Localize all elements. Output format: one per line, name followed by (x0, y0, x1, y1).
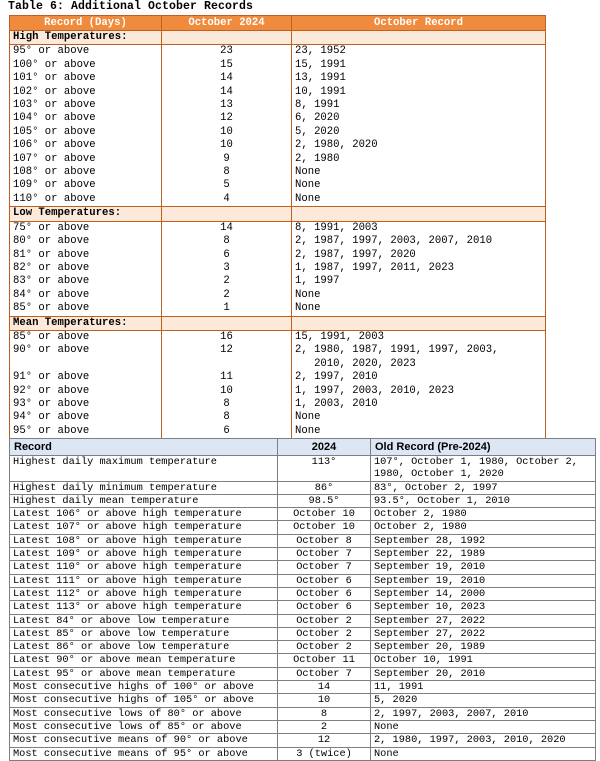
table-caption: Table 6: Additional October Records (8, 0, 254, 13)
count-2024-cell: 12 (162, 344, 292, 371)
old-record-cell: September 10, 2023 (371, 601, 596, 614)
threshold-cell: 106° or above (10, 139, 162, 152)
old-record-cell: September 19, 2010 (371, 574, 596, 587)
value-2024-cell: 14 (278, 681, 371, 694)
table-row (10, 521, 596, 534)
table-row (10, 425, 546, 439)
record-cell: 6, 2020 (292, 112, 546, 125)
count-2024-cell: 6 (162, 249, 292, 262)
threshold-cell: 91° or above (10, 371, 162, 384)
table-row (10, 302, 546, 316)
column-header: Old Record (Pre-2024) (371, 439, 596, 456)
old-record-cell: September 28, 1992 (371, 534, 596, 547)
threshold-cell: 75° or above (10, 221, 162, 235)
count-2024-cell: 14 (162, 72, 292, 85)
table-row (10, 249, 546, 262)
table-row (10, 166, 546, 179)
table-row (10, 747, 596, 760)
count-2024-cell: 4 (162, 193, 292, 207)
count-2024-cell: 13 (162, 99, 292, 112)
record-name-cell: Latest 107° or above high temperature (10, 521, 278, 534)
count-2024-cell: 8 (162, 235, 292, 248)
value-2024-cell: October 11 (278, 654, 371, 667)
threshold-cell: 105° or above (10, 126, 162, 139)
count-2024-cell: 16 (162, 330, 292, 344)
table-row (10, 411, 546, 424)
record-name-cell: Latest 111° or above high temperature (10, 574, 278, 587)
table-row (10, 627, 596, 640)
record-name-cell: Latest 113° or above high temperature (10, 601, 278, 614)
value-2024-cell: 113° (278, 456, 371, 482)
table-row (10, 275, 546, 288)
record-cell: 1, 1997 (292, 275, 546, 288)
value-2024-cell: 98.5° (278, 494, 371, 507)
table-row (10, 371, 546, 384)
value-2024-cell: 12 (278, 734, 371, 747)
record-name-cell: Latest 109° or above high temperature (10, 548, 278, 561)
count-2024-cell: 8 (162, 166, 292, 179)
table-row (10, 587, 596, 600)
record-name-cell: Most consecutive means of 90° or above (10, 734, 278, 747)
table-row (10, 734, 596, 747)
record-cell: None (292, 302, 546, 316)
record-cell: 10, 1991 (292, 86, 546, 99)
threshold-cell: 95° or above (10, 45, 162, 59)
section-spacer (162, 31, 292, 45)
old-record-cell: September 22, 1989 (371, 548, 596, 561)
value-2024-cell: October 7 (278, 667, 371, 680)
record-cell: None (292, 289, 546, 302)
record-name-cell: Most consecutive means of 95° or above (10, 747, 278, 760)
record-name-cell: Latest 84° or above low temperature (10, 614, 278, 627)
record-cell: 1, 1997, 2003, 2010, 2023 (292, 385, 546, 398)
value-2024-cell: 86° (278, 481, 371, 494)
table-row (10, 99, 546, 112)
old-record-cell: 11, 1991 (371, 681, 596, 694)
record-cell: 5, 2020 (292, 126, 546, 139)
count-2024-cell: 10 (162, 126, 292, 139)
count-2024-cell: 14 (162, 86, 292, 99)
threshold-cell: 94° or above (10, 411, 162, 424)
old-record-cell: September 14, 2000 (371, 587, 596, 600)
table-row (10, 694, 596, 707)
table-row (10, 534, 596, 547)
table-row (10, 235, 546, 248)
record-name-cell: Latest 108° or above high temperature (10, 534, 278, 547)
table-row (10, 654, 596, 667)
record-cell: None (292, 166, 546, 179)
table-row (10, 72, 546, 85)
threshold-cell: 85° or above (10, 330, 162, 344)
threshold-cell: 84° or above (10, 289, 162, 302)
threshold-cell: 103° or above (10, 99, 162, 112)
count-2024-cell: 2 (162, 289, 292, 302)
table-row (10, 330, 546, 344)
record-name-cell: Most consecutive highs of 100° or above (10, 681, 278, 694)
table-row (10, 179, 546, 192)
record-cell: None (292, 179, 546, 192)
old-record-cell: 107°, October 1, 1980, October 2, 1980, October 1, 2020 (371, 456, 596, 482)
threshold-cell: 110° or above (10, 193, 162, 207)
count-2024-cell: 14 (162, 221, 292, 235)
record-name-cell: Most consecutive highs of 105° or above (10, 694, 278, 707)
record-cell: None (292, 411, 546, 424)
count-2024-cell: 9 (162, 153, 292, 166)
record-cell: 8, 1991 (292, 99, 546, 112)
record-cell: 15, 1991 (292, 59, 546, 72)
table-row (10, 126, 546, 139)
record-cell: None (292, 193, 546, 207)
table-row (10, 601, 596, 614)
october-records-table (9, 15, 546, 439)
record-cell: 23, 1952 (292, 45, 546, 59)
threshold-cell: 80° or above (10, 235, 162, 248)
table-row (10, 193, 546, 207)
value-2024-cell: 3 (twice) (278, 747, 371, 760)
record-comparison-table (9, 438, 596, 761)
table-row (10, 641, 596, 654)
table-row (10, 481, 596, 494)
value-2024-cell: October 10 (278, 508, 371, 521)
value-2024-cell: October 2 (278, 627, 371, 640)
threshold-cell: 104° or above (10, 112, 162, 125)
record-name-cell: Latest 112° or above high temperature (10, 587, 278, 600)
section-title: High Temperatures: (10, 31, 162, 45)
table-row (10, 221, 546, 235)
threshold-cell: 93° or above (10, 398, 162, 411)
record-name-cell: Latest 106° or above high temperature (10, 508, 278, 521)
old-record-cell: October 2, 1980 (371, 508, 596, 521)
record-name-cell: Highest daily maximum temperature (10, 456, 278, 482)
count-2024-cell: 1 (162, 302, 292, 316)
count-2024-cell: 10 (162, 139, 292, 152)
threshold-cell: 108° or above (10, 166, 162, 179)
section-header-row (10, 207, 546, 221)
old-record-cell: October 2, 1980 (371, 521, 596, 534)
table-body (10, 456, 596, 761)
record-cell: 2, 1980 (292, 153, 546, 166)
record-name-cell: Latest 86° or above low temperature (10, 641, 278, 654)
table-body (10, 31, 546, 439)
record-cell: 1, 2003, 2010 (292, 398, 546, 411)
count-2024-cell: 2 (162, 275, 292, 288)
old-record-cell: 93.5°, October 1, 2010 (371, 494, 596, 507)
threshold-cell: 95° or above (10, 425, 162, 439)
value-2024-cell: 2 (278, 720, 371, 733)
record-name-cell: Latest 90° or above mean temperature (10, 654, 278, 667)
value-2024-cell: October 6 (278, 587, 371, 600)
record-name-cell: Latest 95° or above mean temperature (10, 667, 278, 680)
count-2024-cell: 8 (162, 398, 292, 411)
section-spacer (162, 316, 292, 330)
old-record-cell: September 27, 2022 (371, 614, 596, 627)
record-name-cell: Most consecutive lows of 80° or above (10, 707, 278, 720)
value-2024-cell: October 2 (278, 641, 371, 654)
section-spacer (162, 207, 292, 221)
count-2024-cell: 11 (162, 371, 292, 384)
column-header: October Record (292, 16, 546, 31)
table-row (10, 720, 596, 733)
record-name-cell: Highest daily mean temperature (10, 494, 278, 507)
table-row (10, 574, 596, 587)
value-2024-cell: October 10 (278, 521, 371, 534)
record-cell: 2, 1980, 2020 (292, 139, 546, 152)
count-2024-cell: 23 (162, 45, 292, 59)
old-record-cell: 5, 2020 (371, 694, 596, 707)
threshold-cell: 109° or above (10, 179, 162, 192)
column-header: October 2024 (162, 16, 292, 31)
threshold-cell: 102° or above (10, 86, 162, 99)
old-record-cell: None (371, 720, 596, 733)
count-2024-cell: 8 (162, 411, 292, 424)
table-row (10, 153, 546, 166)
table-row (10, 262, 546, 275)
record-cell: 15, 1991, 2003 (292, 330, 546, 344)
value-2024-cell: 8 (278, 707, 371, 720)
record-cell: 2, 1987, 1997, 2020 (292, 249, 546, 262)
record-cell: 13, 1991 (292, 72, 546, 85)
count-2024-cell: 3 (162, 262, 292, 275)
count-2024-cell: 5 (162, 179, 292, 192)
old-record-cell: September 20, 2010 (371, 667, 596, 680)
record-name-cell: Latest 110° or above high temperature (10, 561, 278, 574)
table-row (10, 86, 546, 99)
record-cell: 8, 1991, 2003 (292, 221, 546, 235)
value-2024-cell: 10 (278, 694, 371, 707)
old-record-cell: September 20, 1989 (371, 641, 596, 654)
old-record-cell: September 27, 2022 (371, 627, 596, 640)
record-cell: 1, 1987, 1997, 2011, 2023 (292, 262, 546, 275)
column-header: Record (10, 439, 278, 456)
section-title: Mean Temperatures: (10, 316, 162, 330)
section-title: Low Temperatures: (10, 207, 162, 221)
table-row (10, 561, 596, 574)
column-header: 2024 (278, 439, 371, 456)
record-name-cell: Latest 85° or above low temperature (10, 627, 278, 640)
threshold-cell: 107° or above (10, 153, 162, 166)
header-row (10, 439, 596, 456)
table-row (10, 289, 546, 302)
value-2024-cell: October 7 (278, 548, 371, 561)
record-cell: 2, 1980, 1987, 1991, 1997, 2003, 2010, 2020, 2023 (292, 344, 546, 371)
old-record-cell: 83°, October 2, 1997 (371, 481, 596, 494)
table-row (10, 59, 546, 72)
section-spacer (292, 207, 546, 221)
count-2024-cell: 6 (162, 425, 292, 439)
table-row (10, 344, 546, 371)
threshold-cell: 82° or above (10, 262, 162, 275)
old-record-cell: October 10, 1991 (371, 654, 596, 667)
table-row (10, 398, 546, 411)
value-2024-cell: October 7 (278, 561, 371, 574)
record-name-cell: Most consecutive lows of 85° or above (10, 720, 278, 733)
threshold-cell: 100° or above (10, 59, 162, 72)
value-2024-cell: October 6 (278, 574, 371, 587)
table-row (10, 667, 596, 680)
threshold-cell: 85° or above (10, 302, 162, 316)
record-cell: None (292, 425, 546, 439)
table-row (10, 707, 596, 720)
count-2024-cell: 12 (162, 112, 292, 125)
table-row (10, 45, 546, 59)
count-2024-cell: 15 (162, 59, 292, 72)
record-cell: 2, 1997, 2010 (292, 371, 546, 384)
table-row (10, 681, 596, 694)
threshold-cell: 92° or above (10, 385, 162, 398)
threshold-cell: 81° or above (10, 249, 162, 262)
section-spacer (292, 316, 546, 330)
threshold-cell: 90° or above (10, 344, 162, 371)
table-row (10, 385, 546, 398)
old-record-cell: 2, 1997, 2003, 2007, 2010 (371, 707, 596, 720)
table-row (10, 614, 596, 627)
old-record-cell: September 19, 2010 (371, 561, 596, 574)
record-cell: 2, 1987, 1997, 2003, 2007, 2010 (292, 235, 546, 248)
section-header-row (10, 31, 546, 45)
threshold-cell: 101° or above (10, 72, 162, 85)
section-spacer (292, 31, 546, 45)
table-row (10, 494, 596, 507)
header-row (10, 16, 546, 31)
section-header-row (10, 316, 546, 330)
column-header: Record (Days) (10, 16, 162, 31)
value-2024-cell: October 8 (278, 534, 371, 547)
count-2024-cell: 10 (162, 385, 292, 398)
table-row (10, 508, 596, 521)
table-row (10, 112, 546, 125)
old-record-cell: 2, 1980, 1997, 2003, 2010, 2020 (371, 734, 596, 747)
value-2024-cell: October 2 (278, 614, 371, 627)
old-record-cell: None (371, 747, 596, 760)
table-row (10, 548, 596, 561)
table-row (10, 139, 546, 152)
table-row (10, 456, 596, 482)
threshold-cell: 83° or above (10, 275, 162, 288)
value-2024-cell: October 6 (278, 601, 371, 614)
record-name-cell: Highest daily minimum temperature (10, 481, 278, 494)
